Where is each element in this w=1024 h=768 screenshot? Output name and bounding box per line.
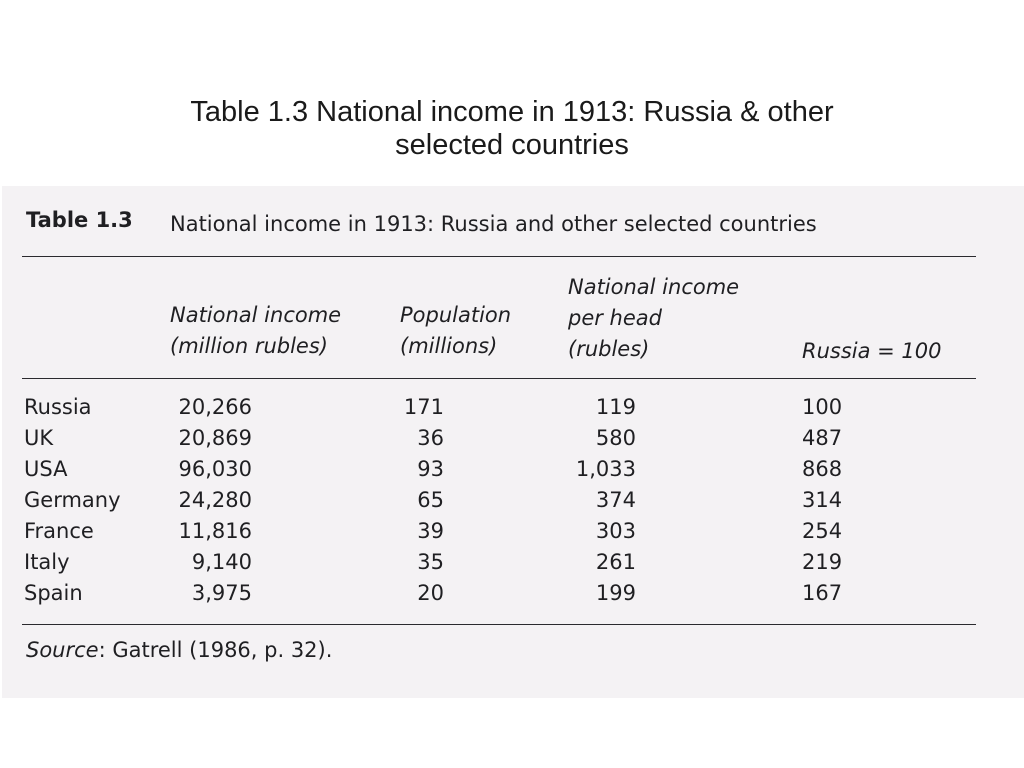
header-national-income-line-2: (million rubles) xyxy=(170,334,328,358)
cell-index: 314 xyxy=(802,488,843,512)
cell-population: 93 xyxy=(417,457,444,481)
header-national-income-line-1: National income xyxy=(170,303,342,327)
cell-per-head: 303 xyxy=(595,519,636,543)
header-russia-index: Russia = 100 xyxy=(802,339,942,363)
cell-income: 9,140 xyxy=(191,550,252,574)
cell-income: 96,030 xyxy=(178,457,252,481)
cell-income: 3,975 xyxy=(191,581,252,605)
cell-population: 20 xyxy=(417,581,444,605)
cell-per-head: 374 xyxy=(595,488,636,512)
header-population xyxy=(400,300,511,362)
table-caption: National income in 1913: Russia and other selected countries xyxy=(170,212,817,236)
table-label: Table 1.3 xyxy=(26,208,133,232)
cell-index: 254 xyxy=(802,519,843,543)
header-population-line-2: (millions) xyxy=(400,334,498,358)
top-rule xyxy=(22,256,976,257)
cell-index: 868 xyxy=(802,457,843,481)
header-rule xyxy=(22,378,976,379)
cell-income: 20,266 xyxy=(178,395,252,419)
cell-index: 487 xyxy=(802,426,843,450)
header-national-income xyxy=(170,300,341,362)
cell-per-head: 199 xyxy=(595,581,636,605)
cell-index: 167 xyxy=(802,581,843,605)
cell-population: 39 xyxy=(417,519,444,543)
slide-title xyxy=(112,96,912,162)
header-income-per-head-line-3: (rubles) xyxy=(568,337,650,361)
cell-population: 36 xyxy=(417,426,444,450)
cell-per-head: 1,033 xyxy=(575,457,636,481)
cell-country: Germany xyxy=(24,488,121,512)
source-note xyxy=(26,638,332,662)
cell-population: 65 xyxy=(417,488,444,512)
slide-title-line-1: Table 1.3 National income in 1913: Russia & other xyxy=(190,96,834,128)
cell-population: 35 xyxy=(417,550,444,574)
cell-population: 171 xyxy=(403,395,444,419)
header-income-per-head-line-2: per head xyxy=(568,306,662,330)
cell-index: 100 xyxy=(802,395,843,419)
header-population-line-1: Population xyxy=(400,303,512,327)
slide-title-line-2: selected countries xyxy=(395,128,629,161)
cell-per-head: 119 xyxy=(595,395,636,419)
cell-country: USA xyxy=(24,457,68,481)
cell-income: 24,280 xyxy=(178,488,252,512)
cell-country: UK xyxy=(24,426,54,450)
bottom-rule xyxy=(22,624,976,625)
cell-country: Italy xyxy=(24,550,70,574)
cell-income: 11,816 xyxy=(178,519,252,543)
cell-country: Russia xyxy=(24,395,92,419)
cell-country: Spain xyxy=(24,581,83,605)
header-income-per-head-line-1: National income xyxy=(568,275,740,299)
cell-index: 219 xyxy=(802,550,843,574)
cell-per-head: 580 xyxy=(595,426,636,450)
source-label: Source xyxy=(26,638,99,662)
header-income-per-head xyxy=(568,272,739,365)
cell-country: France xyxy=(24,519,94,543)
cell-income: 20,869 xyxy=(178,426,252,450)
cell-per-head: 261 xyxy=(595,550,636,574)
scanned-table-image xyxy=(2,186,1024,698)
source-text: : Gatrell (1986, p. 32). xyxy=(98,638,333,662)
